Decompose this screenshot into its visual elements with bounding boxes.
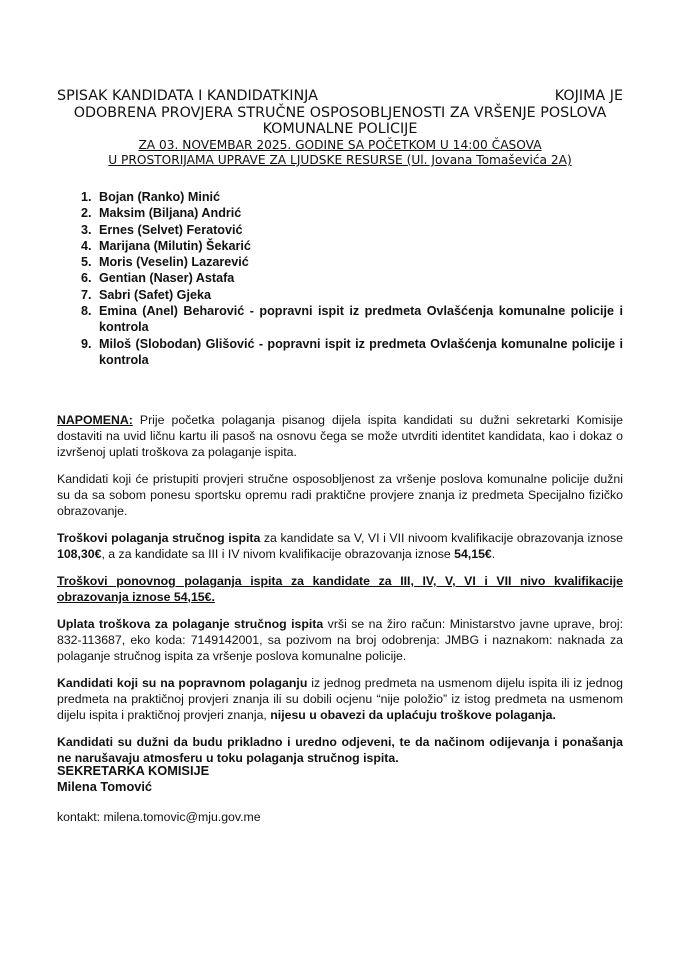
candidate-list <box>57 189 623 368</box>
note-paragraph-dress-code: Kandidati su dužni da budu prikladno i uredno odjeveni, te da načinom odijevanja i ponašanja ne narušavaju atmosferu u toku polaganja stručnog ispita. <box>57 735 623 765</box>
candidate-item: 5. Moris (Veselin) Lazarević <box>95 254 623 270</box>
cost-amount-low: 54,15€ <box>454 547 492 561</box>
candidate-item: 9. Miloš (Slobodan) Glišović - popravni ispit iz predmeta Ovlašćenja komunalne policije i kontrola <box>95 336 623 369</box>
date-time-line: ZA 03. NOVEMBAR 2025. GODINE SA POČETKOM U 14:00 ČASOVA <box>138 137 542 152</box>
retake-heading: Kandidati koji su na popravnom polaganju <box>57 676 308 690</box>
document-title <box>57 88 623 169</box>
retake-exemption: nijesu u obavezi da uplaćuju troškove polaganja. <box>270 708 556 722</box>
title-line-3: KOMUNALNE POLICIJE <box>262 121 418 137</box>
costs-heading: Troškovi polaganja stručnog ispita <box>57 531 261 545</box>
title-line-1-left: SPISAK KANDIDATA I KANDIDATKINJA <box>57 88 318 104</box>
signature-block <box>57 763 209 795</box>
note-paragraph-costs <box>57 530 623 562</box>
retake-text: iz jednog predmeta na usmenom dijelu ispita ili iz jednog predmeta na praktičnoj provjeri znanja ili su dobili ocjenu “nije položio” iz istog predmeta na usmenom dijelu ispita i praktičnoj provjeri znanja, <box>57 676 624 722</box>
notes-section <box>57 412 623 777</box>
costs-text: , a za kandidate sa III i IV nivom kvalifikacije obrazovanja iznose <box>101 547 455 561</box>
title-line-1-right: KOJIMA JE <box>554 88 623 104</box>
location-line: U PROSTORIJAMA UPRAVE ZA LJUDSKE RESURSE (Ul. Jovana Tomaševića 2A) <box>108 153 572 167</box>
note-paragraph-equipment: Kandidati koji će pristupiti provjeri stručne osposobljenost za vršenje poslova komunalne policije dužni su da sa sobom ponesu sportsku opremu radi praktične provjere znanja iz predmeta Specijalno fizičko obrazovanje. <box>57 472 623 518</box>
note-paragraph-payment <box>57 616 623 664</box>
note-label: NAPOMENA: <box>57 413 133 427</box>
note-paragraph-retake <box>57 675 623 723</box>
candidate-item: 2. Maksim (Biljana) Andrić <box>95 205 623 221</box>
costs-text: . <box>491 547 496 561</box>
payment-text: vrši se na žiro račun: Ministarstvo javne uprave, broj: 832-113687, eko koda: 7149142001, sa pozivom na broj odobrenja: JMBG i naznakom: naknada za polaganje stručnog ispita za vršenje poslova komunalne policije. <box>57 617 624 663</box>
cost-amount-high: 108,30€ <box>57 547 102 561</box>
note-paragraph-id <box>57 412 623 460</box>
candidate-item: 3. Ernes (Selvet) Feratović <box>95 222 623 238</box>
candidate-item: 8. Emina (Anel) Beharović - popravni ispit iz predmeta Ovlašćenja komunalne policije i kontrola <box>95 303 623 336</box>
contact-line: kontakt: milena.tomovic@mju.gov.me <box>57 810 261 824</box>
title-line-2: ODOBRENA PROVJERA STRUČNE OSPOSOBLJENOSTI ZA VRŠENJE POSLOVA <box>73 104 607 121</box>
candidate-item: 7. Sabri (Safet) Gjeka <box>95 287 623 303</box>
note-text: Prije početka polaganja pisanog dijela ispita kandidati su dužni sekretarki Komisije dostaviti na uvid ličnu kartu ili pasoš na osnovu čega se može utvrditi identitet kandidata, kao i dokaz o izvršenoj uplati troškova za polaganje ispita. <box>57 413 623 459</box>
candidate-item: 4. Marijana (Milutin) Šekarić <box>95 238 623 254</box>
payment-heading: Uplata troškova za polaganje stručnog ispita <box>57 617 324 631</box>
costs-text: za kandidate sa V, VI i VII nivoom kvalifikacije obrazovanja iznose <box>260 531 623 545</box>
signature-role: SEKRETARKA KOMISIJE <box>57 763 210 778</box>
signature-name: Milena Tomović <box>57 779 153 794</box>
note-paragraph-retake-costs: Troškovi ponovnog polaganja ispita za kandidate za III, IV, V, VI i VII nivo kvalifikacije obrazovanja iznose 54,15€. <box>57 574 623 604</box>
candidate-item: 6. Gentian (Naser) Astafa <box>95 270 623 286</box>
candidate-item: 1. Bojan (Ranko) Minić <box>95 189 623 205</box>
